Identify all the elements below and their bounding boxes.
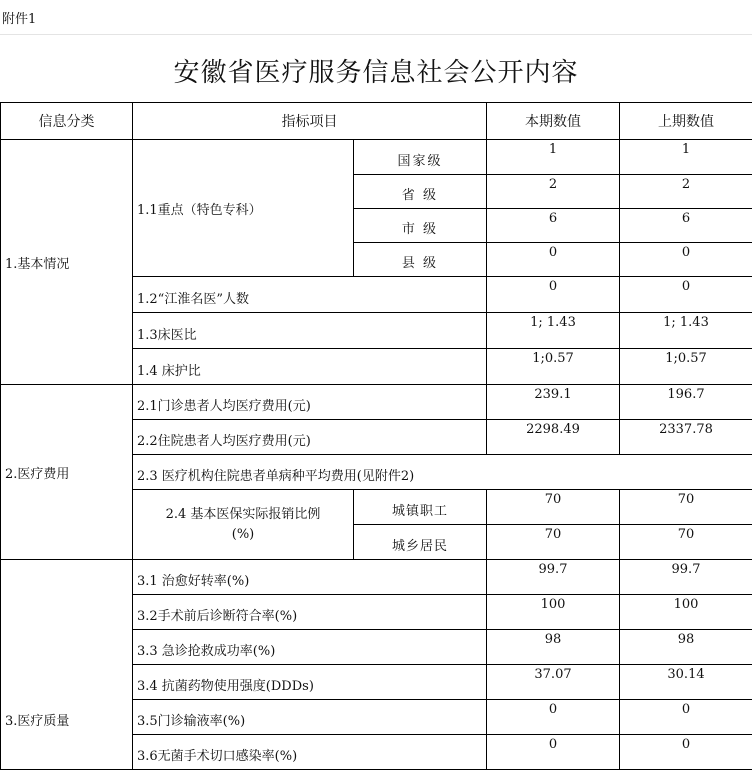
indicator-label: 3.5门诊输液率(%) — [133, 700, 487, 735]
current-value: 98 — [487, 630, 620, 665]
previous-value: 0 — [620, 277, 752, 313]
level-label: 省 级 — [354, 175, 487, 209]
indicator-label: 1.2“江淮名医”人数 — [133, 277, 487, 313]
previous-value: 2 — [620, 175, 752, 209]
current-value: 99.7 — [487, 560, 620, 595]
previous-value: 70 — [620, 525, 752, 560]
current-value: 1 — [487, 140, 620, 175]
level-label: 国家级 — [354, 140, 487, 175]
current-value: 0 — [487, 735, 620, 770]
header-divider — [0, 34, 752, 35]
header-previous: 上期数值 — [620, 103, 752, 140]
indicator-label: 3.3 急诊抢救成功率(%) — [133, 630, 487, 665]
previous-value: 99.7 — [620, 560, 752, 595]
previous-value: 0 — [620, 700, 752, 735]
document-title: 安徽省医疗服务信息社会公开内容 — [173, 58, 579, 88]
level-label: 县 级 — [354, 243, 487, 277]
current-value: 0 — [487, 700, 620, 735]
previous-value: 0 — [620, 735, 752, 770]
indicator-label: 1.3床医比 — [133, 313, 487, 349]
indicator-label: 3.4 抗菌药物使用强度(DDDs) — [133, 665, 487, 700]
current-value: 0 — [487, 277, 620, 313]
annex-label: 附件1 — [2, 12, 37, 27]
previous-value: 100 — [620, 595, 752, 630]
previous-value: 196.7 — [620, 385, 752, 420]
indicator-label: 2.2住院患者人均医疗费用(元) — [133, 420, 487, 455]
info-table — [0, 102, 752, 770]
previous-value: 98 — [620, 630, 752, 665]
current-value: 37.07 — [487, 665, 620, 700]
indicator-label: 3.1 治愈好转率(%) — [133, 560, 487, 595]
previous-value: 1;0.57 — [620, 349, 752, 385]
header-indicator: 指标项目 — [133, 103, 487, 140]
current-value: 70 — [487, 525, 620, 560]
insurance-type: 城镇职工 — [354, 490, 487, 525]
current-value: 2 — [487, 175, 620, 209]
current-value: 0 — [487, 243, 620, 277]
reimbursement-label-line1: 2.4 基本医保实际报销比例 — [165, 506, 321, 522]
table-row — [1, 560, 752, 595]
table-row — [1, 140, 752, 175]
current-value: 1;0.57 — [487, 349, 620, 385]
previous-value: 30.14 — [620, 665, 752, 700]
reimbursement-label-line2: (%) — [231, 526, 255, 542]
current-value: 6 — [487, 209, 620, 243]
current-value: 70 — [487, 490, 620, 525]
indicator-label: 3.6无菌手术切口感染率(%) — [133, 735, 487, 770]
single-disease-cost-note: 2.3 医疗机构住院患者单病种平均费用(见附件2) — [133, 455, 752, 490]
current-value: 2298.49 — [487, 420, 620, 455]
category-cost: 2.医疗费用 — [1, 385, 133, 560]
level-label: 市 级 — [354, 209, 487, 243]
current-value: 100 — [487, 595, 620, 630]
key-specialty-label: 1.1重点（特色专科） — [133, 140, 354, 277]
previous-value: 1; 1.43 — [620, 313, 752, 349]
current-value: 239.1 — [487, 385, 620, 420]
previous-value: 1 — [620, 140, 752, 175]
indicator-label: 3.2手术前后诊断符合率(%) — [133, 595, 487, 630]
insurance-type: 城乡居民 — [354, 525, 487, 560]
header-current: 本期数值 — [487, 103, 620, 140]
table-row — [1, 385, 752, 420]
previous-value: 6 — [620, 209, 752, 243]
table-header-row — [1, 103, 752, 140]
previous-value: 0 — [620, 243, 752, 277]
reimbursement-label — [133, 490, 354, 560]
indicator-label: 2.1门诊患者人均医疗费用(元) — [133, 385, 487, 420]
category-quality: 3.医疗质量 — [1, 560, 133, 770]
previous-value: 70 — [620, 490, 752, 525]
category-basic: 1.基本情况 — [1, 140, 133, 385]
current-value: 1; 1.43 — [487, 313, 620, 349]
header-category: 信息分类 — [1, 103, 133, 140]
indicator-label: 1.4 床护比 — [133, 349, 487, 385]
previous-value: 2337.78 — [620, 420, 752, 455]
